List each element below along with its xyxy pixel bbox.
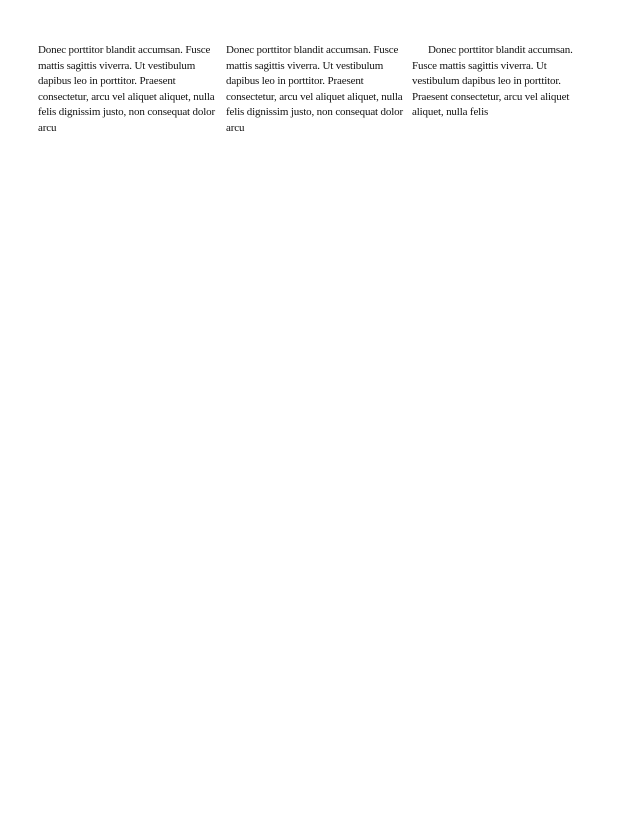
column-3-paragraph: Donec porttitor blandit accumsan. Fusce mattis sagittis viverra. Ut vestibulum dapibus leo in porttitor. Praesent consectetur, arcu vel aliquet aliquet, nulla felis [412,44,573,119]
column-2-paragraph: Donec porttitor blandit accumsan. Fusce mattis sagittis viverra. Ut vestibulum dapibus leo in porttitor. Praesent consectetur, arcu vel aliquet aliquet, nulla felis dignissim justo, non consequat dolor arcu [226,44,404,134]
column-1-paragraph: Donec porttitor blandit accumsan. Fusce mattis sagittis viverra. Ut vestibulum dapibus leo in porttitor. Praesent consectetur, arcu vel aliquet aliquet, nulla felis dignissim justo, non consequat dolor arcu [38,44,216,134]
text-column-3 [412,43,590,121]
text-column-2 [226,43,408,137]
text-column-1 [38,43,220,137]
